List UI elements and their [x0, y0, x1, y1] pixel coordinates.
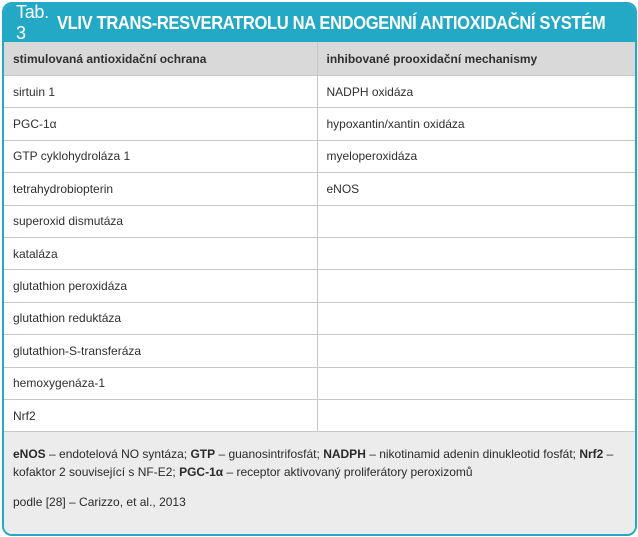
cell-inhibited: [317, 302, 635, 334]
column-header-stimulated: stimulovaná antioxidační ochrana: [4, 42, 317, 76]
abbr-def: – nikotinamid adenin dinukleotid fosfát;: [365, 447, 580, 462]
cell-stimulated: Nrf2: [4, 399, 317, 431]
source-citation: podle [28] – Carizzo, et al., 2013: [13, 495, 186, 510]
table-row: [4, 76, 635, 108]
table-row: [4, 335, 635, 367]
data-table: [4, 42, 635, 432]
table-title: VLIV TRANS-RESVERATROLU NA ENDOGENNÍ ANTIOXIDAČNÍ SYSTÉM: [56, 12, 606, 33]
abbr-term: eNOS: [13, 447, 46, 462]
cell-stimulated: glutathion peroxidáza: [4, 270, 317, 302]
cell-inhibited: [317, 270, 635, 302]
table-number: Tab. 3: [16, 2, 49, 43]
cell-inhibited: eNOS: [317, 173, 635, 205]
cell-inhibited: [317, 367, 635, 399]
cell-inhibited: [317, 237, 635, 269]
abbr-def: – kofaktor 2 související s NF-E2;: [13, 447, 614, 480]
table-row: [4, 270, 635, 302]
abbr-def: – endotelová NO syntáza;: [45, 447, 191, 462]
table-row: [4, 140, 635, 172]
column-header-inhibited: inhibované prooxidační mechanismy: [317, 42, 635, 76]
cell-stimulated: GTP cyklohydroláza 1: [4, 140, 317, 172]
cell-inhibited: myeloperoxidáza: [317, 140, 635, 172]
abbr-term: NADPH: [323, 447, 366, 462]
cell-stimulated: glutathion-S-transferáza: [4, 335, 317, 367]
cell-stimulated: tetrahydrobiopterin: [4, 173, 317, 205]
title-bar: [4, 4, 635, 42]
cell-stimulated: PGC-1α: [4, 108, 317, 140]
cell-stimulated: glutathion reduktáza: [4, 302, 317, 334]
cell-inhibited: NADPH oxidáza: [317, 76, 635, 108]
table-row: [4, 205, 635, 237]
cell-stimulated: superoxid dismutáza: [4, 205, 317, 237]
table-row: [4, 237, 635, 269]
abbreviations-footnote: [4, 432, 635, 481]
table-body: [4, 42, 635, 534]
abbr-term: Nrf2: [579, 447, 604, 462]
cell-inhibited: [317, 335, 635, 367]
table-row: [4, 367, 635, 399]
table-row: [4, 108, 635, 140]
table-card: [2, 2, 637, 536]
table-row: [4, 173, 635, 205]
table-row: [4, 302, 635, 334]
table-row: [4, 399, 635, 431]
cell-inhibited: hypoxantin/xantin oxidáza: [317, 108, 635, 140]
cell-stimulated: sirtuin 1: [4, 76, 317, 108]
abbr-def: – guanosintrifosfát;: [215, 447, 324, 462]
header-row: [4, 42, 635, 76]
abbr-term: GTP: [190, 447, 216, 462]
cell-inhibited: [317, 205, 635, 237]
cell-stimulated: kataláza: [4, 237, 317, 269]
abbr-term: PGC-1α: [179, 465, 224, 480]
cell-stimulated: hemoxygenáza-1: [4, 367, 317, 399]
abbr-def: – receptor aktivovaný proliferátory peroxizomů: [223, 465, 473, 480]
cell-inhibited: [317, 399, 635, 431]
